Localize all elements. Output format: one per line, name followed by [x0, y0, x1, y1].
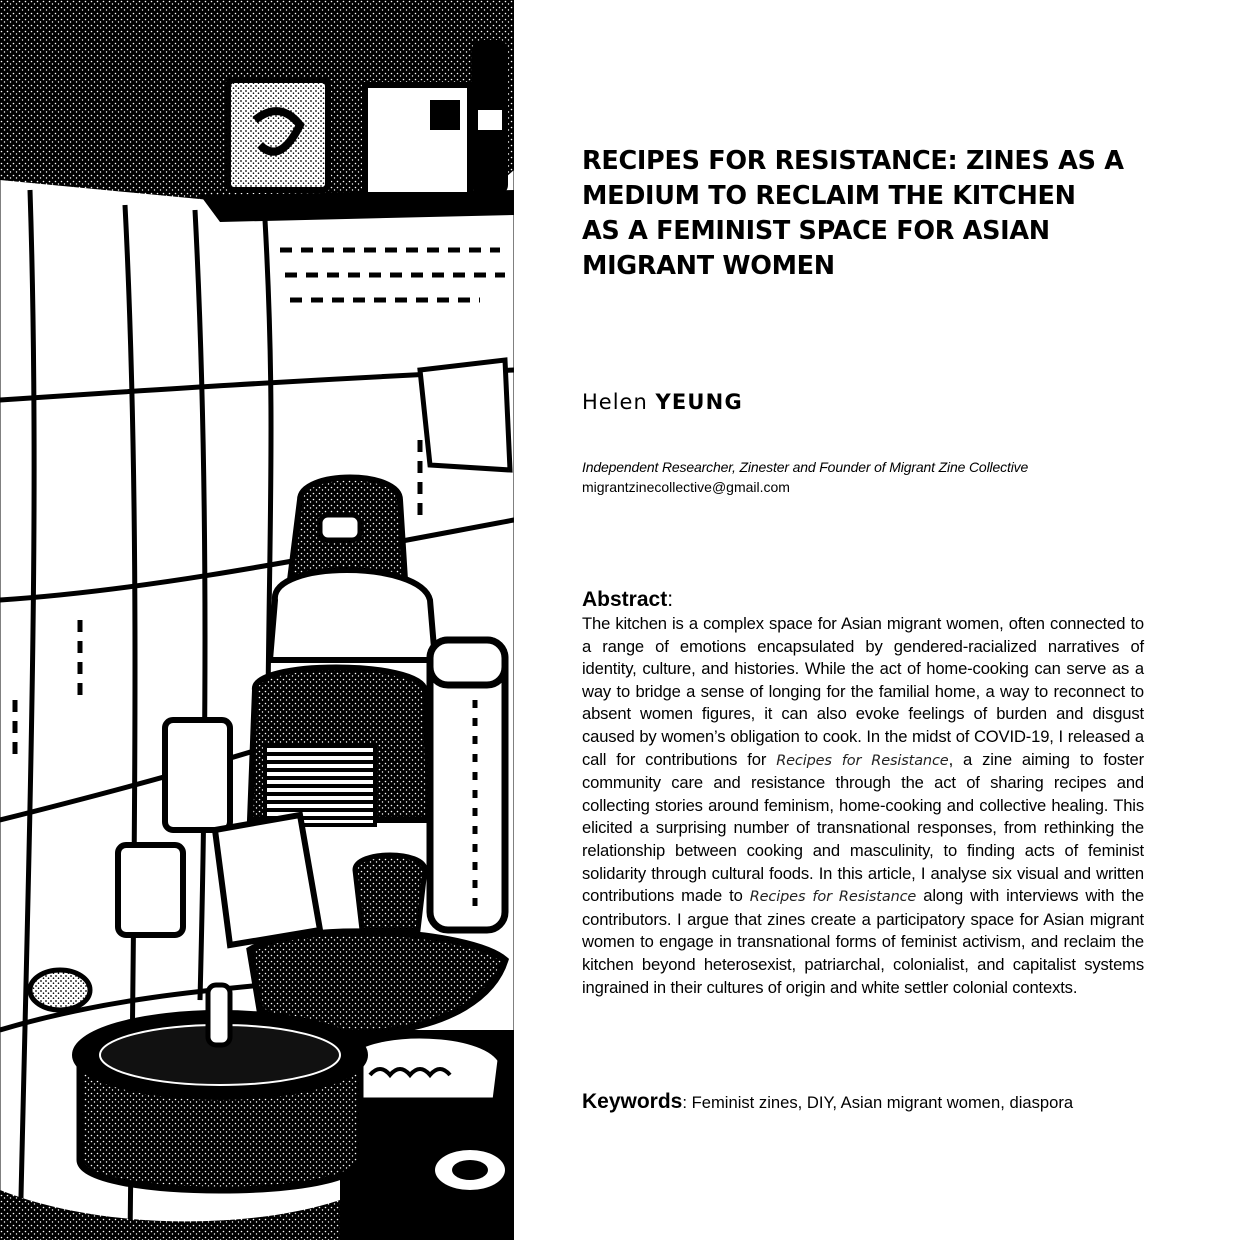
abstract-text-1: The kitchen is a complex space for Asian migrant women, often connected to a range of emotions encapsulated by gendered-racialized narratives of identity, culture, and histories. While the act of home-cooking can serve as a way to bridge a sense of longing for the familial home, a way to reconnect to absent women figures, it can also evoke feelings of burden and disgust caused by women’s obligation to cook. In the midst of COVID-19, I released a call for contributions for	[582, 614, 1144, 769]
zine-title-reference-2: Recipes for Resistance	[749, 889, 917, 906]
container	[215, 815, 320, 945]
shelf-jar	[228, 80, 328, 190]
article-title	[582, 144, 1144, 284]
keywords-list: : Feminist zines, DIY, Asian migrant women, diaspora	[682, 1093, 1074, 1112]
abstract-body	[582, 613, 1144, 999]
mug	[165, 720, 230, 830]
keywords	[582, 1090, 1073, 1114]
affiliation: Independent Researcher, Zinester and Founder of Migrant Zine Collective	[582, 459, 1029, 475]
thermos	[430, 640, 505, 930]
abstract-text-2: , a zine aiming to foster community care and resistance through the act of sharing recipes and collecting stories around feminism, home-cooking and collective healing. This elicited a surprising number of transnational responses, from rethinking the relationship between cooking and masculinity, to finding acts of feminist solidarity through cultural foods. In this article, I analyse six visual and written contributions made to	[582, 749, 1144, 906]
kitchen-illustration	[0, 0, 514, 1240]
abstract-text-3: along with interviews with the contributors. I argue that zines create a participatory space for Asian migrant women to engage in transnational forms of feminist activism, and reclaim the kitchen beyond heterosexist, patriarchal, colonialist, and capitalist systems ingrained in their cultures of origin and white settler colonial contexts.	[582, 886, 1144, 997]
title-line-3: AS A FEMINIST SPACE FOR ASIAN	[582, 216, 1050, 246]
keywords-label: Keywords	[582, 1090, 683, 1113]
spoon	[30, 970, 90, 1010]
small-bowl	[355, 855, 425, 930]
abstract-heading: Abstract:	[582, 588, 674, 611]
author-name	[582, 390, 743, 414]
title-line-2: MEDIUM TO RECLAIM THE KITCHEN	[582, 181, 1076, 211]
title-line-4: MIGRANT WOMEN	[582, 251, 835, 281]
author-email[interactable]: migrantzinecollective@gmail.com	[582, 479, 790, 495]
zine-title-reference: Recipes for Resistance	[776, 752, 949, 769]
author-family-name: YEUNG	[655, 390, 743, 414]
cup	[118, 845, 183, 935]
title-line-1: RECIPES FOR RESISTANCE: ZINES AS A	[582, 146, 1124, 176]
author-given-name: Helen	[582, 390, 648, 414]
author-affiliation-block	[582, 457, 1028, 497]
